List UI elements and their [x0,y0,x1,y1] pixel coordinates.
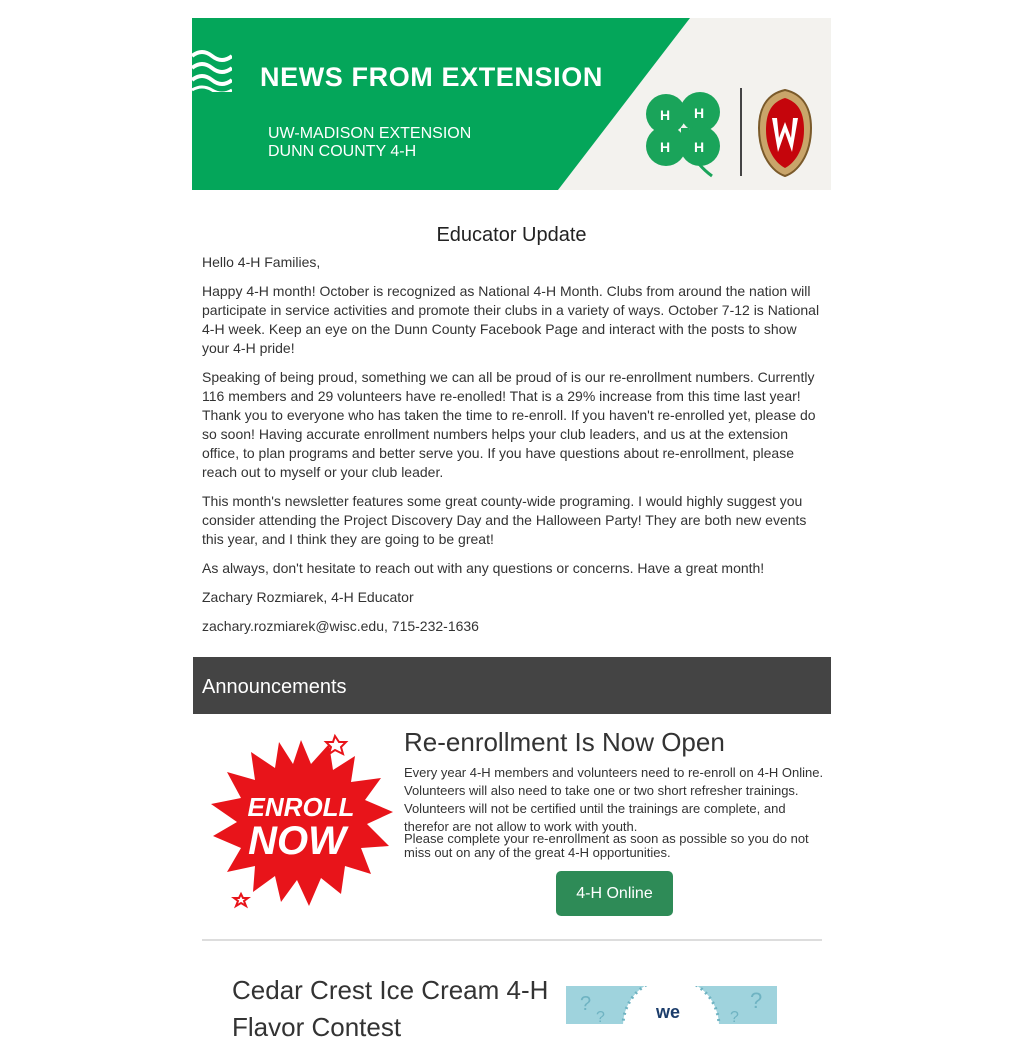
educator-signature: Zachary Rozmiarek, 4-H Educator [202,589,414,605]
svg-text:H: H [694,139,705,155]
4-h-online-button[interactable]: 4-H Online [556,871,673,916]
enroll-now-image [205,730,397,910]
intro-paragraph-3: This month's newsletter features some great county-wide programing. I would highly suggest you consider attending the Project Discovery Day and the Halloween Party! They are both new events this year, and I think they are going to be great! [202,493,807,547]
svg-text:H: H [694,105,705,121]
enroll-image-text-2: NOW [248,819,346,863]
uw-crest-icon [755,88,815,180]
reenrollment-body-2: Please complete your re-enrollment as soon as possible so you do not miss out on any of the great 4-H opportunities. [404,831,809,860]
reenrollment-title: Re-enrollment Is Now Open [404,727,725,757]
svg-text:H: H [660,107,671,123]
greeting: Hello 4-H Families, [202,254,321,270]
banner-green-shape [192,18,831,190]
intro-paragraph-4: As always, don't hesitate to reach out with any questions or concerns. Have a great month! [202,560,765,576]
newsletter-banner [192,18,831,190]
intro-paragraph-1: Happy 4-H month! October is recognized as National 4-H Month. Clubs from around the nation will participate in service activities and promote their clubs in a variety of ways. October 7-12 is National 4-H week. Keep an eye on the Dunn County Facebook Page and interact with the posts to show your 4-H pride! [202,283,820,356]
ice-cream-title-line1: Cedar Crest Ice Cream 4-H [232,975,549,1005]
waves-icon [192,48,232,92]
section-divider [202,939,822,941]
announcements-title: Announcements [202,676,347,698]
svg-text:?: ? [730,1009,739,1024]
banner-headline: NEWS FROM EXTENSION [260,62,603,92]
enroll-image-text-1: ENROLL [247,792,355,822]
ice-cream-image [566,986,777,1024]
intro-paragraph-2: Speaking of being proud, something we can all be proud of is our re-enrollment numbers. Currently 116 members and 29 volunteers have re-enolled! That is a 29% increase from this time last year! Thank you to everyone who has taken the time to re-enroll. If you haven't re-enrolled yet, please do so soon! Having accurate enrollment numbers helps your club leaders, and us at the extension office, to plan programs and better serve you. If you have questions about re-enrollment, please reach out to myself or your club leader. [202,369,816,480]
svg-text:H: H [660,139,671,155]
banner-org [268,125,471,161]
ice-cream-title-line2: Flavor Contest [232,1012,402,1042]
banner-org-line1: UW-MADISON EXTENSION [268,125,472,142]
svg-text:?: ? [580,993,592,1015]
announcements-header [193,657,831,714]
educator-contact[interactable]: zachary.rozmiarek@wisc.edu, 715-232-1636 [202,618,479,634]
svg-text:?: ? [750,988,763,1013]
logo-divider [740,88,742,176]
svg-text:?: ? [596,1009,605,1024]
4-h-clover-icon [640,88,730,180]
svg-text:we: we [656,1002,681,1022]
educator-update-title: Educator Update [436,224,587,246]
banner-org-line2: DUNN COUNTY 4-H [268,143,417,160]
ice-cream-image-art [566,986,777,1024]
reenrollment-body-1: Every year 4-H members and volunteers need to re-enroll on 4-H Online. Volunteers will also need to take one or two short refresher trainings. Volunteers will not be certified until the trainings are complete, and therefor are not allow to work with youth. [404,765,824,834]
